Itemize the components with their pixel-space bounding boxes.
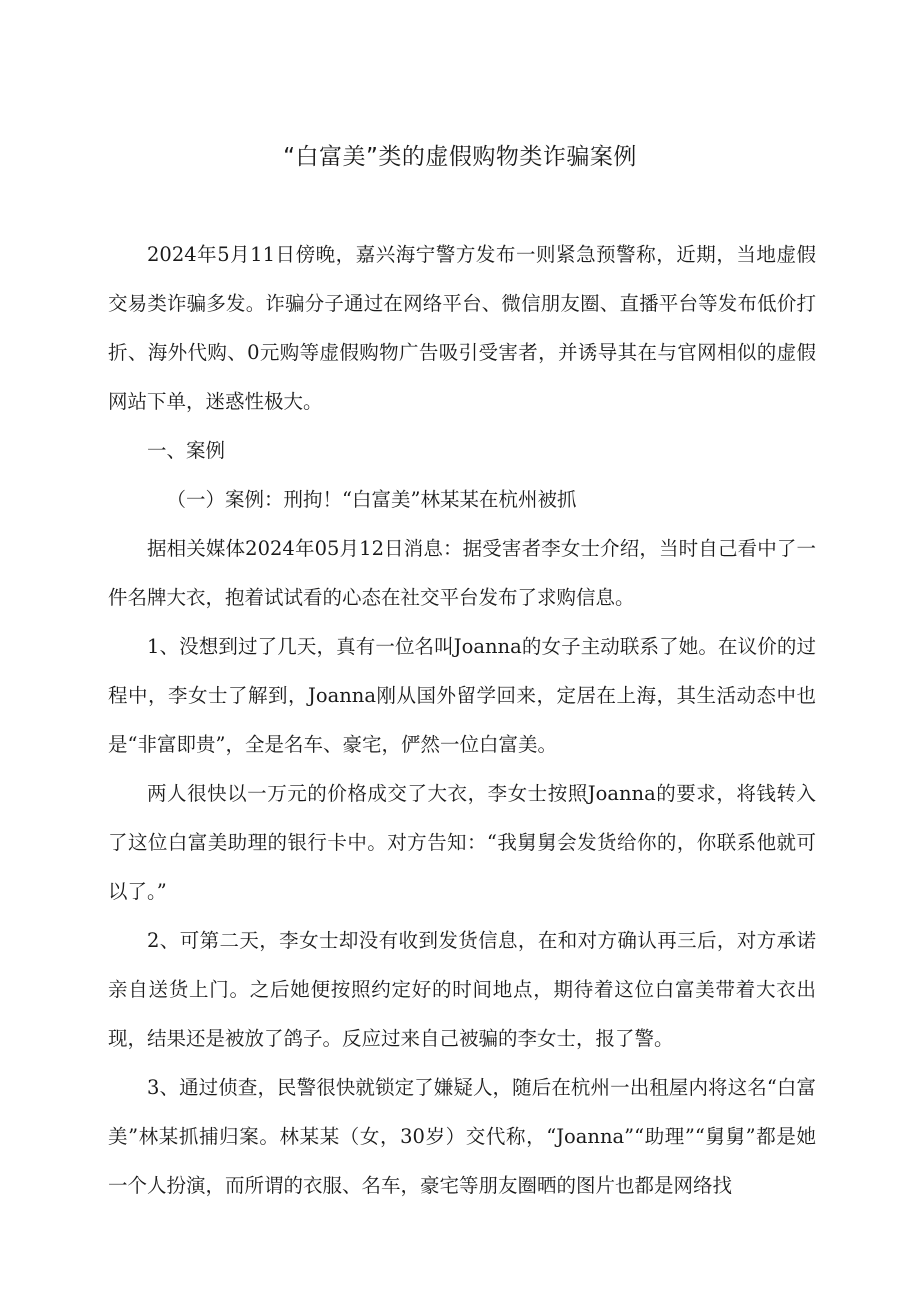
case-subheading: （一）案例：刑拘！“白富美”林某某在杭州被抓: [166, 488, 577, 511]
case-paragraph-step-1: 1、没想到过了几天，真有一位名叫Joanna的女子主动联系了她。在议价的过程中，李女士了解到，Joanna刚从国外留学回来，定居在上海，其生活动态中也是“非富即贵”，全是名车、豪宅，俨然一位白富美。: [108, 635, 816, 756]
section-heading-cases: 一、案例: [147, 439, 226, 462]
intro-paragraph: 2024年5月11日傍晚，嘉兴海宁警方发布一则紧急预警称，近期，当地虚假交易类诈骗多发。诈骗分子通过在网络平台、微信朋友圈、直播平台等发布低价打折、海外代购、0元购等虚假购物广告吸引受害者，并诱导其在与官网相似的虚假网站下单，迷惑性极大。: [108, 243, 816, 413]
case-paragraph-source: 据相关媒体2024年05月12日消息：据受害者李女士介绍，当时自己看中了一件名牌大衣，抱着试试看的心态在社交平台发布了求购信息。: [108, 537, 816, 609]
case-paragraph-step-3: 3、通过侦查，民警很快就锁定了嫌疑人，随后在杭州一出租屋内将这名“白富美”林某抓捕归案。林某某（女，30岁）交代称，“Joanna”“助理”“舅舅”都是她一个人扮演，而所谓的衣服、名车，豪宅等朋友圈晒的图片也都是网络找: [108, 1076, 816, 1197]
document-body: [108, 230, 816, 1210]
case-paragraph-step-2: 2、可第二天，李女士却没有收到发货信息，在和对方确认再三后，对方承诺亲自送货上门。之后她便按照约定好的时间地点，期待着这位白富美带着大衣出现，结果还是被放了鸽子。反应过来自己被骗的李女士，报了警。: [108, 929, 816, 1050]
document-title: “白富美”类的虚假购物类诈骗案例: [283, 144, 637, 170]
case-paragraph-deal: 两人很快以一万元的价格成交了大衣，李女士按照Joanna的要求，将钱转入了这位白富美助理的银行卡中。对方告知：“我舅舅会发货给你的，你联系他就可以了。”: [108, 782, 816, 903]
